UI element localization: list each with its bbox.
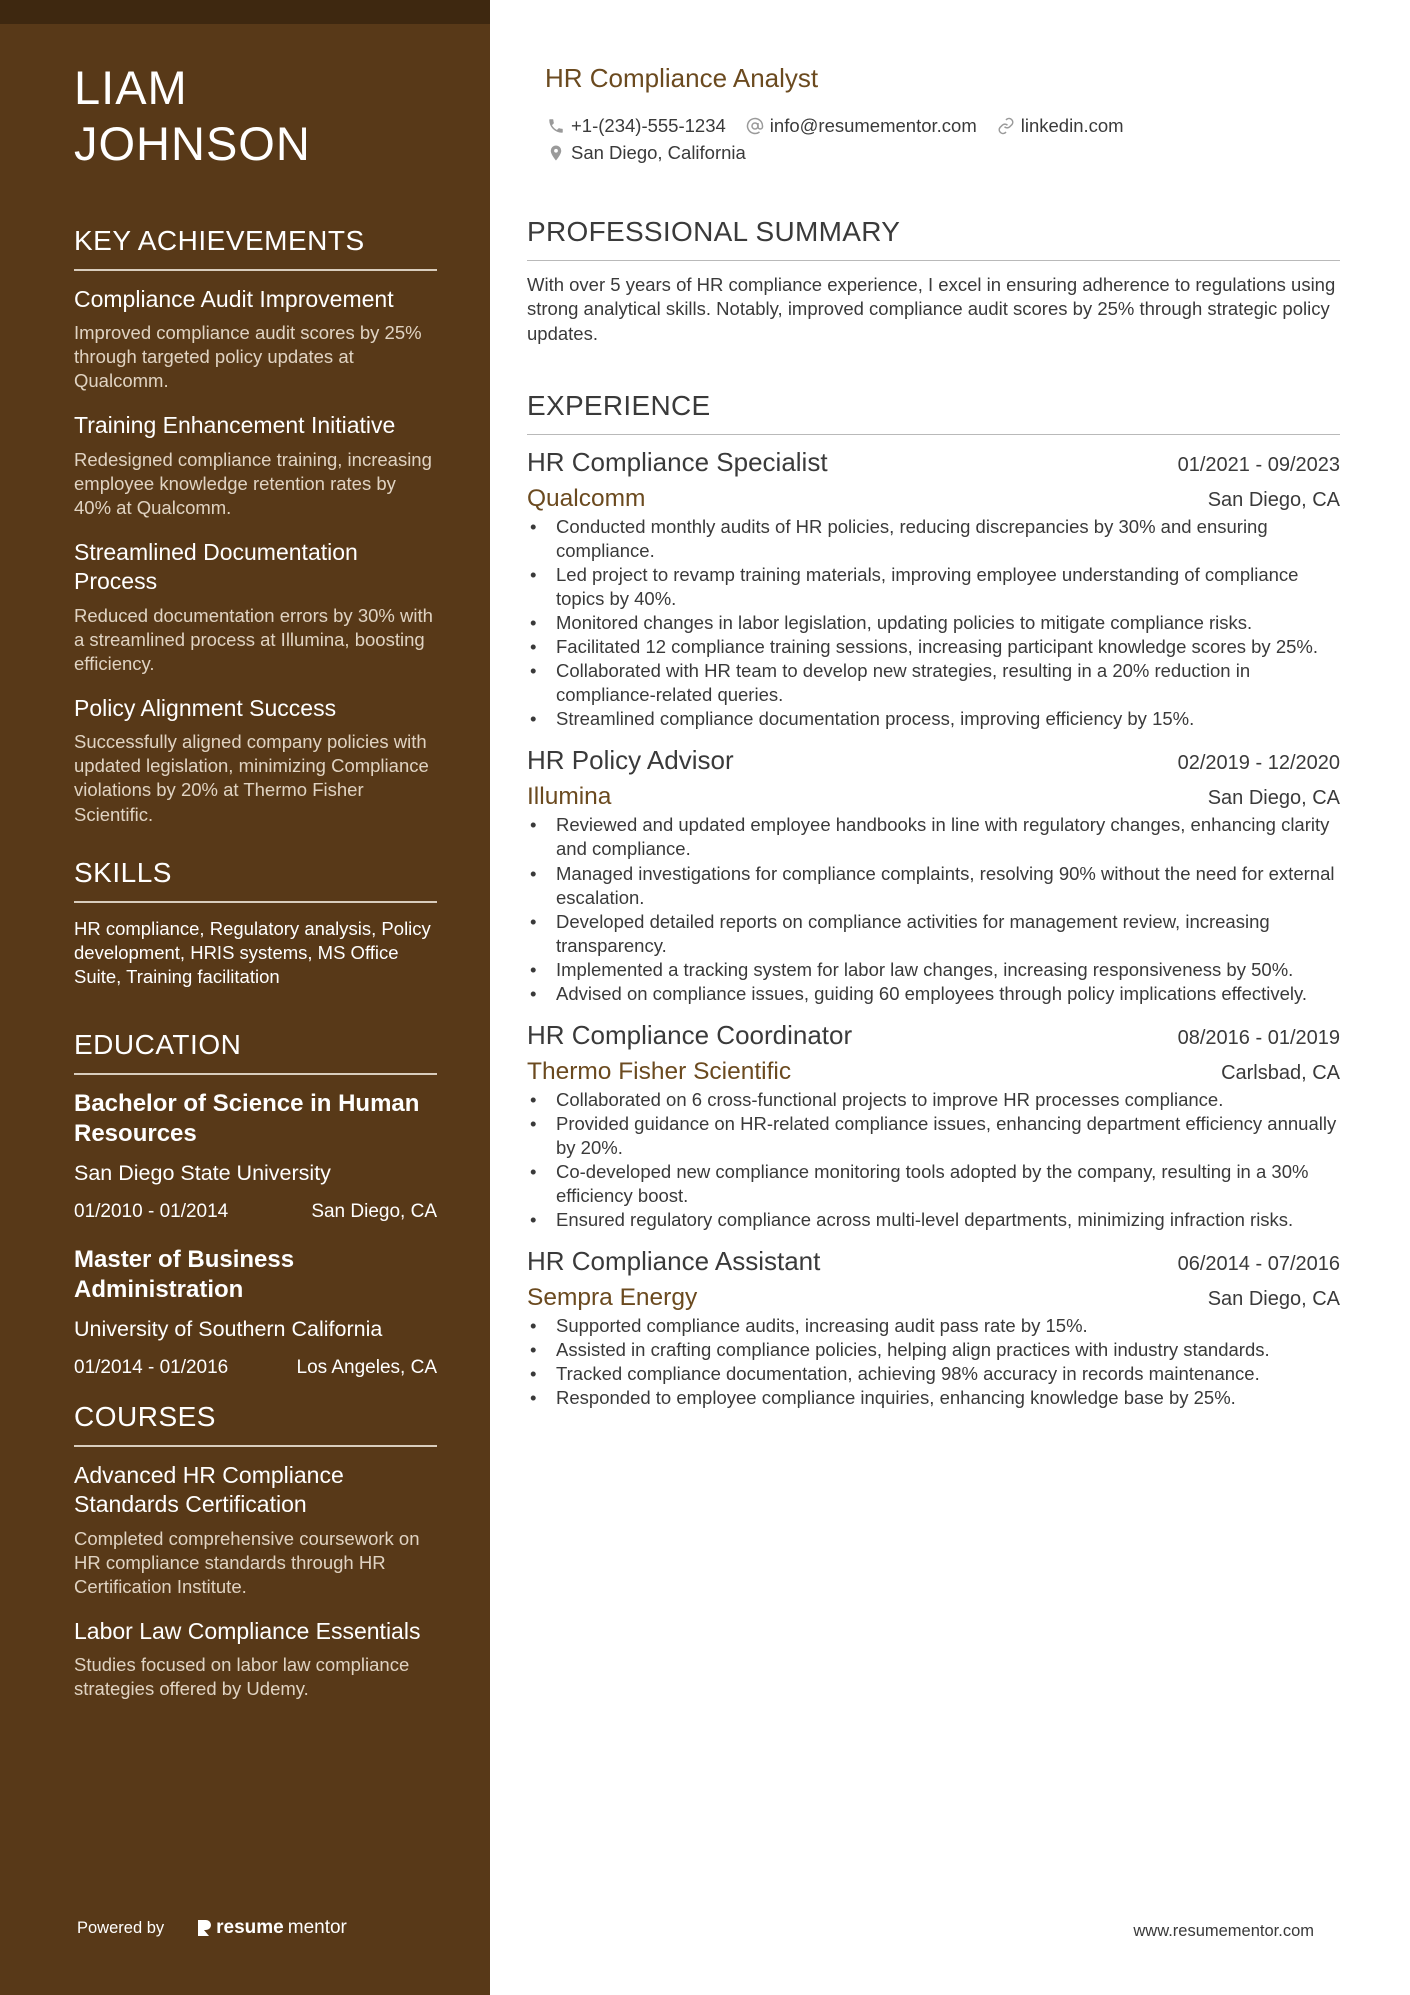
exp-dates: 01/2021 - 09/2023 (1177, 454, 1340, 476)
skills-heading: SKILLS (74, 857, 437, 903)
phone-icon (547, 117, 565, 135)
course-item (74, 1461, 437, 1599)
exp-location: San Diego, CA (1207, 787, 1340, 810)
sidebar (0, 0, 490, 1995)
email-text: info@resumementor.com (769, 114, 977, 136)
experience-item (527, 447, 1340, 731)
achievement-desc: Improved compliance audit scores by 25% through targeted policy updates at Qualcomm. (74, 322, 422, 392)
education-section (74, 1029, 437, 1379)
powered-by-label: Powered by (77, 1918, 165, 1937)
achievements-section (74, 225, 437, 827)
course-title: Labor Law Compliance Essentials (74, 1617, 421, 1644)
exp-dates: 06/2014 - 07/2016 (1177, 1253, 1340, 1276)
exp-bullets (527, 1088, 1340, 1232)
location-text: San Diego, California (571, 141, 746, 163)
exp-bullet: • Supported compliance audits, increasing audit pass rate by 15%. (527, 1314, 1340, 1338)
edu-school: San Diego State University (74, 1160, 331, 1185)
exp-bullet: • Conducted monthly audits of HR policies, reducing discrepancies by 30% and ensuring compliance. (527, 515, 1340, 563)
edu-location: Los Angeles, CA (296, 1356, 437, 1378)
exp-bullet: • Tracked compliance documentation, achieving 98% accuracy in records maintenance. (527, 1362, 1340, 1386)
achievement-title: Streamlined Documentation Process (74, 538, 358, 595)
achievement-title: Compliance Audit Improvement (74, 285, 394, 312)
exp-location: San Diego, CA (1207, 1288, 1340, 1311)
exp-bullet: • Ensured regulatory compliance across multi-level departments, minimizing infraction risks. (527, 1208, 1340, 1232)
exp-location: San Diego, CA (1207, 489, 1340, 511)
exp-bullet: • Assisted in crafting compliance policies, helping align practices with industry standards. (527, 1338, 1340, 1362)
course-title: Advanced HR Compliance Standards Certification (74, 1461, 344, 1518)
skills-list: HR compliance, Regulatory analysis, Policy development, HRIS systems, MS Office Suite, Training facilitation (74, 917, 431, 987)
edu-school: University of Southern California (74, 1316, 383, 1341)
exp-dates: 02/2019 - 12/2020 (1177, 752, 1340, 775)
exp-bullets (527, 1314, 1340, 1410)
exp-bullet: • Responded to employee compliance inquiries, enhancing knowledge base by 25%. (527, 1386, 1340, 1410)
achievements-heading: KEY ACHIEVEMENTS (74, 225, 437, 271)
experience-section (527, 390, 1340, 1424)
brand-name-bold: resume (216, 1917, 284, 1938)
experience-item (527, 745, 1340, 1005)
experience-heading: EXPERIENCE (527, 390, 1340, 435)
exp-bullet: • Streamlined compliance documentation process, improving efficiency by 15%. (527, 707, 1340, 731)
achievement-title: Training Enhancement Initiative (74, 412, 396, 439)
contact-linkedin[interactable] (997, 115, 1124, 137)
exp-bullets (527, 515, 1340, 731)
exp-company: Qualcomm (527, 485, 646, 512)
achievement-desc: Reduced documentation errors by 30% with a streamlined process at Illumina, boosting efficiency. (74, 604, 433, 674)
exp-bullet: • Provided guidance on HR-related compliance issues, enhancing department efficiency annually by 20%. (527, 1112, 1340, 1160)
education-heading: EDUCATION (74, 1029, 437, 1075)
exp-company: Thermo Fisher Scientific (527, 1057, 792, 1085)
education-item (74, 1245, 437, 1379)
linkedin-text: linkedin.com (1020, 114, 1124, 136)
exp-bullet: • Managed investigations for compliance complaints, resolving 90% without the need for external escalation. (527, 862, 1340, 910)
footer-website-link[interactable]: www.resumementor.com (1133, 1922, 1314, 1940)
brand-name-light: mentor (287, 1917, 347, 1938)
contact-phone[interactable] (547, 115, 726, 137)
achievement-item (74, 694, 437, 827)
achievement-desc: Successfully aligned company policies with updated legislation, minimizing Compliance violations by 20% at Thermo Fisher Scientific. (74, 731, 429, 825)
edu-location: San Diego, CA (311, 1200, 437, 1222)
summary-text: With over 5 years of HR compliance experience, I excel in ensuring adherence to regulations using strong analytical skills. Notably, improved compliance audit scores by 25% through strategic policy updates. (527, 274, 1336, 344)
link-icon (997, 117, 1015, 135)
exp-company: Sempra Energy (527, 1284, 698, 1312)
exp-bullet: • Co-developed new compliance monitoring tools adopted by the company, resulting in a 30% efficiency boost. (527, 1160, 1340, 1208)
contact-location (547, 142, 746, 164)
location-pin-icon (547, 144, 565, 162)
course-desc: Completed comprehensive coursework on HR compliance standards through HR Certification Institute. (74, 1527, 420, 1597)
exp-bullets (527, 813, 1340, 1005)
edu-degree: Bachelor of Science in Human Resources (74, 1089, 420, 1147)
education-item (74, 1089, 437, 1223)
exp-role: HR Compliance Assistant (527, 1246, 821, 1277)
sidebar-top-band (0, 0, 490, 24)
job-title: HR Compliance Analyst (545, 63, 819, 93)
courses-section (74, 1401, 437, 1702)
edu-degree: Master of Business Administration (74, 1245, 295, 1303)
contact-email[interactable] (746, 115, 977, 137)
exp-bullet: • Collaborated with HR team to develop new strategies, resulting in a 20% reduction in compliance-related queries. (527, 659, 1340, 707)
exp-bullet: • Led project to revamp training materials, improving employee understanding of compliance topics by 40%. (527, 563, 1340, 611)
courses-heading: COURSES (74, 1401, 437, 1447)
candidate-name: LIAM JOHNSON (74, 61, 311, 171)
exp-bullet: • Advised on compliance issues, guiding 60 employees through policy implications effectively. (527, 982, 1340, 1006)
course-item (74, 1617, 437, 1702)
exp-role: HR Compliance Specialist (527, 447, 828, 477)
summary-section (527, 216, 1340, 346)
exp-bullet: • Monitored changes in labor legislation, updating policies to mitigate compliance risks. (527, 611, 1340, 635)
achievement-item (74, 285, 437, 394)
powered-by (77, 1917, 347, 1939)
exp-role: HR Policy Advisor (527, 745, 734, 776)
exp-location: Carlsbad, CA (1221, 1061, 1340, 1084)
at-sign-icon (746, 117, 764, 135)
achievement-item (74, 538, 437, 676)
edu-dates: 01/2010 - 01/2014 (74, 1200, 229, 1222)
achievement-title: Policy Alignment Success (74, 694, 337, 721)
edu-dates: 01/2014 - 01/2016 (74, 1356, 229, 1378)
phone-text: +1-(234)-555-1234 (571, 114, 726, 136)
experience-item (527, 1020, 1340, 1232)
brand-logo[interactable] (196, 1917, 347, 1939)
exp-bullet: • Implemented a tracking system for labor law changes, increasing responsiveness by 50%. (527, 958, 1340, 982)
exp-dates: 08/2016 - 01/2019 (1177, 1026, 1340, 1049)
exp-role: HR Compliance Coordinator (527, 1019, 853, 1050)
experience-item (527, 1246, 1340, 1410)
exp-bullet: • Facilitated 12 compliance training sessions, increasing participant knowledge scores by 25%. (527, 635, 1340, 659)
achievement-item (74, 411, 437, 520)
contact-info (547, 112, 1327, 166)
summary-heading: PROFESSIONAL SUMMARY (527, 216, 1340, 261)
exp-bullet: • Reviewed and updated employee handbooks in line with regulatory changes, enhancing clarity and compliance. (527, 813, 1340, 861)
skills-section (74, 857, 437, 989)
exp-bullet: • Collaborated on 6 cross-functional projects to improve HR processes compliance. (527, 1088, 1340, 1112)
achievement-desc: Redesigned compliance training, increasing employee knowledge retention rates by 40% at Qualcomm. (74, 448, 432, 518)
resumementor-logo-icon (196, 1919, 212, 1937)
exp-bullet: • Developed detailed reports on compliance activities for management review, increasing transparency. (527, 910, 1340, 958)
exp-company: Illumina (527, 783, 612, 811)
course-desc: Studies focused on labor law compliance strategies offered by Udemy. (74, 1654, 410, 1700)
